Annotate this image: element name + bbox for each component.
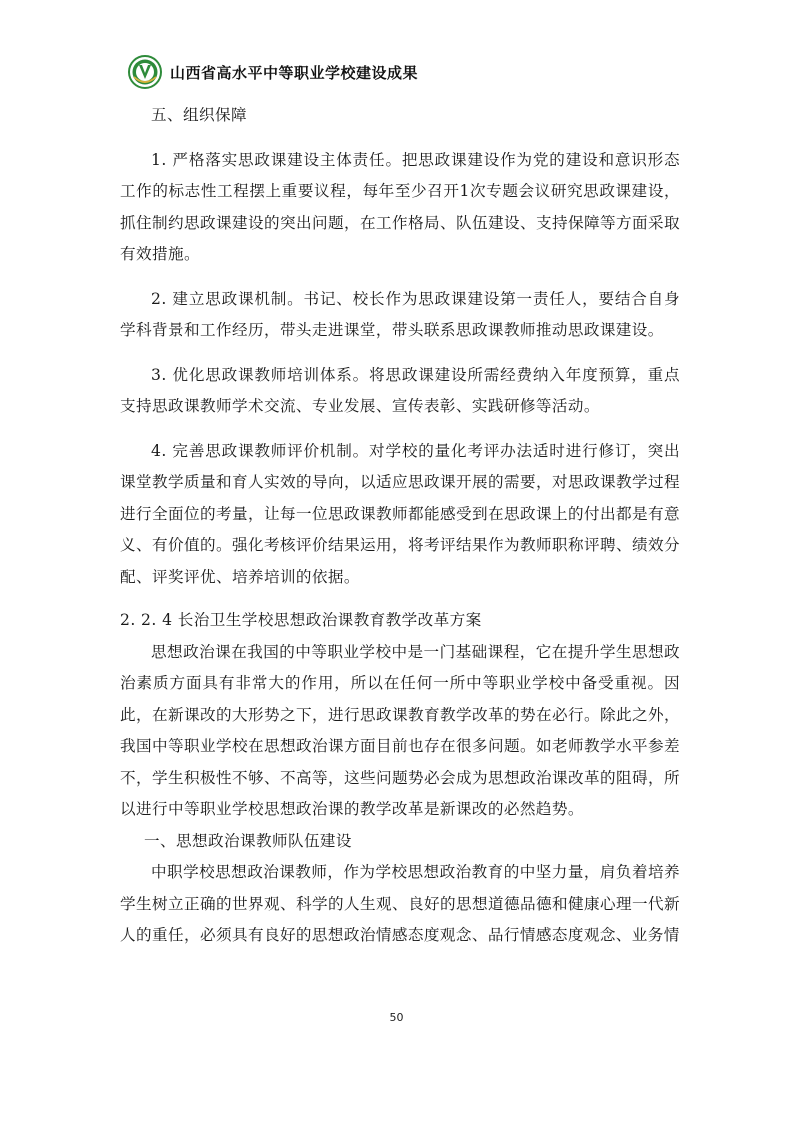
paragraph-1: 1. 严格落实思政课建设主体责任。把思政课建设作为党的建设和意识形态工作的标志性工程摆上重要议程，每年至少召开1次专题会议研究思政课建设，抓住制约思政课建设的突出问题，在工作格局、队伍建设、支持保障等方面采取有效措施。	[120, 150, 680, 263]
subsection-heading: 2. 2. 4 长治卫生学校思想政治课教育教学改革方案	[120, 611, 482, 629]
paragraph-3: 3. 优化思政课教师培训体系。将思政课建设所需经费纳入年度预算，重点支持思政课教师学术交流、专业发展、宣传表彰、实践研修等活动。	[120, 365, 680, 415]
team-heading: 一、思想政治课教师队伍建设	[144, 831, 352, 850]
document-body	[120, 100, 680, 952]
page-number: 50	[389, 1011, 404, 1024]
paragraph-2: 2. 建立思政课机制。书记、校长作为思政课建设第一责任人，要结合自身学科背景和工作经历，带头走进课堂，带头联系思政课教师推动思政课建设。	[120, 289, 680, 339]
paragraph-6: 中职学校思想政治课教师，作为学校思想政治教育的中坚力量，肩负着培养学生树立正确的世界观、科学的人生观、良好的思想道德品德和健康心理一代新人的重任，必须具有良好的思想政治情感态度观念、品行情感态度观念、业务情	[120, 863, 680, 944]
org-heading: 五、组织保障	[151, 106, 247, 124]
paragraph-5: 思想政治课在我国的中等职业学校中是一门基础课程，它在提升学生思想政治素质方面具有非常大的作用，所以在任何一所中等职业学校中备受重视。因此，在新课改的大形势之下，进行思政课教育教学改革的势在必行。除此之外，我国中等职业学校在思想政治课方面目前也存在很多问题。如老师教学水平参差不，学生积极性不够、不高等，这些问题势必会成为思想政治课改革的阻碍，所以进行中等职业学校思想政治课的教学改革是新课改的必然趋势。	[120, 642, 680, 818]
header-title: 山西省高水平中等职业学校建设成果	[170, 63, 419, 82]
paragraph-4: 4. 完善思政课教师评价机制。对学校的量化考评办法适时进行修订，突出课堂教学质量和育人实效的导向，以适应思政课开展的需要，对思政课教学过程进行全面位的考量，让每一位思政课教师都能感受到在思政课上的付出都是有意义、有价值的。强化考核评价结果运用，将考评结果作为教师职称评聘、绩效分配、评奖评优、培养培训的依据。	[120, 441, 680, 586]
page-header	[128, 52, 418, 92]
school-emblem-icon	[128, 55, 162, 89]
